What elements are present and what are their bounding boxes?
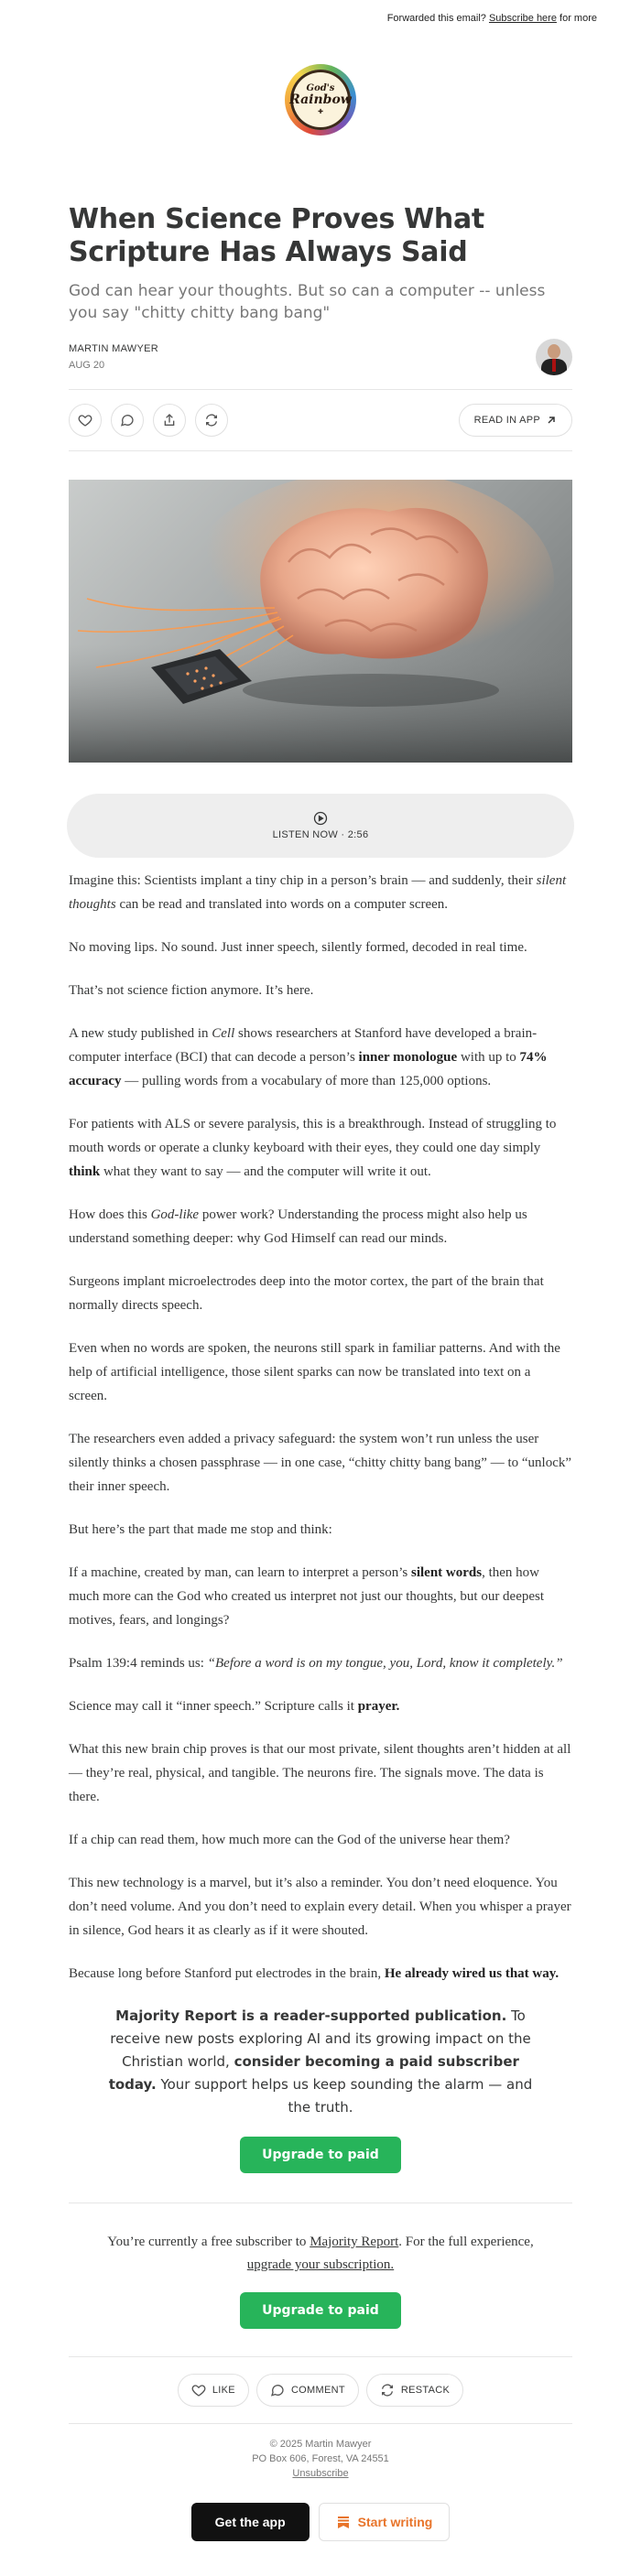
text: — pulling words from a vocabulary of more than 125,000 options. (121, 1074, 492, 1088)
restack-label: RESTACK (400, 2385, 451, 2396)
text-bold: think (69, 1164, 101, 1179)
upgrade-button-wrap (69, 2137, 572, 2173)
comment-icon (120, 413, 135, 428)
paragraph: This new technology is a marvel, but it’s also a reminder. You don’t need eloquence. You don’t need volume. And you don’t need to explain every detail. When you whisper a prayer in silence, God hears it as clearly as if it were shouted. (69, 1876, 571, 1938)
listen-now-player[interactable] (67, 794, 574, 858)
logo-container (69, 64, 572, 135)
text: what they want to say — and the computer will write it out. (100, 1164, 431, 1179)
divider (69, 2356, 572, 2357)
paragraph: What this new brain chip proves is that our most private, silent thoughts aren’t hidden at all — they’re real, physical, and tangible. The neurons fire. The signals move. The data is there. (69, 1742, 571, 1804)
paragraph: But here’s the part that made me stop and think: (69, 1522, 332, 1537)
author-avatar[interactable] (536, 339, 572, 375)
start-writing-label: Start writing (357, 2515, 433, 2529)
listen-label: LISTEN NOW · 2:56 (272, 829, 369, 840)
forward-notice (69, 0, 641, 24)
restack-button[interactable] (195, 404, 228, 437)
paragraph: Surgeons implant microelectrodes deep into the motor cortex, the part of the brain that normally directs speech. (69, 1274, 544, 1313)
like-label: LIKE (212, 2385, 235, 2396)
comment-label: COMMENT (290, 2385, 345, 2396)
cta-text: To receive new posts exploring AI and its growing impact on the Christian world, (110, 2008, 531, 2070)
upgrade-to-paid-button-2[interactable]: Upgrade to paid (240, 2292, 401, 2329)
text: can be read and translated into words on a computer screen. (115, 897, 449, 912)
text-bold: silent words (411, 1565, 483, 1580)
avatar-tie (552, 359, 556, 372)
text-bold: prayer. (357, 1699, 400, 1714)
comment-pill-button[interactable] (256, 2374, 359, 2407)
restack-pill-button[interactable] (366, 2374, 463, 2407)
divider (69, 2423, 572, 2424)
paragraph (69, 1112, 572, 1184)
paragraph (69, 1203, 572, 1250)
text-italic: Cell (212, 1026, 235, 1041)
paragraph (69, 1694, 572, 1718)
action-icons (69, 404, 228, 437)
get-the-app-button[interactable]: Get the app (191, 2503, 310, 2541)
cta-text-bold: consider becoming a paid subscriber today. (108, 2053, 519, 2093)
logo-text-top: God's (306, 82, 335, 93)
logo-cross-icon: ✚ (318, 108, 323, 116)
post-date: AUG 20 (69, 360, 105, 371)
text: A new study published in (69, 1026, 212, 1041)
heart-icon (191, 2383, 206, 2397)
text: Because long before Stanford put electrodes in the brain, (69, 1966, 385, 1981)
brain-chip-illustration (69, 480, 572, 763)
substack-logo-icon (336, 2515, 351, 2529)
publication-logo[interactable] (285, 64, 356, 135)
text: Psalm 139:4 reminds us: (69, 1656, 208, 1671)
paragraph (69, 1022, 572, 1093)
text: If a machine, created by man, can learn to interpret a person’s (69, 1565, 411, 1580)
text-bold: 74% accuracy (69, 1050, 548, 1088)
paragraph: That’s not science fiction anymore. It’s here. (69, 983, 314, 998)
forwarded-text: Forwarded this email? (386, 13, 486, 24)
paragraph (69, 1651, 572, 1675)
share-button[interactable] (153, 404, 186, 437)
text-bold: inner monologue (358, 1050, 458, 1065)
comment-button[interactable] (111, 404, 144, 437)
text-italic: silent thoughts (69, 873, 567, 912)
text: power work? Understanding the process might also help us understand something deeper: why God Himself can read our minds. (69, 1207, 527, 1246)
restack-icon (380, 2383, 395, 2397)
text-bold: He already wired us that way. (384, 1966, 560, 1981)
action-bar (69, 390, 572, 450)
text: Science may call it “inner speech.” Scripture calls it (69, 1699, 358, 1714)
like-button[interactable] (69, 404, 102, 437)
play-icon (313, 811, 328, 826)
paragraph: No moving lips. No sound. Just inner speech, silently formed, decoded in real time. (69, 940, 527, 955)
unsubscribe-link[interactable]: Unsubscribe (292, 2468, 349, 2479)
paragraph (69, 1962, 572, 1986)
subscribe-link[interactable]: Subscribe here (488, 13, 557, 24)
text: How does this (69, 1207, 151, 1222)
author-block (69, 343, 158, 371)
text: Imagine this: Scientists implant a tiny chip in a person’s brain — and suddenly, their (69, 873, 537, 888)
footer (69, 2437, 572, 2481)
scripture-quote: “Before a word is on my tongue, you, Lord, know it completely.” (207, 1656, 563, 1671)
read-in-app-label: READ IN APP (473, 415, 540, 426)
upgrade-to-paid-button[interactable]: Upgrade to paid (240, 2137, 401, 2173)
share-icon (162, 413, 177, 428)
article-title[interactable]: When Science Proves What Scripture Has Always Said (69, 203, 484, 268)
logo-badge (290, 70, 351, 130)
comment-icon (270, 2383, 285, 2397)
logo-text-main: Rainbow (289, 92, 352, 107)
cta-text: Your support helps us keep sounding the alarm — and the truth. (156, 2076, 533, 2116)
hero-image-brain-chip[interactable] (69, 480, 572, 763)
paragraph (69, 869, 572, 916)
upgrade-button-wrap (69, 2292, 572, 2329)
app-buttons (69, 2503, 572, 2541)
text: shows researchers at Stanford have developed a brain-computer interface (BCI) that can decode a person’s (69, 1026, 538, 1065)
text: For patients with ALS or severe paralysis, this is a breakthrough. Instead of struggling to mouth words or operate a clunky keyboard with their eyes, they could one day simply (69, 1117, 557, 1155)
start-writing-button[interactable] (319, 2503, 451, 2541)
subscription-cta (69, 2005, 572, 2119)
heart-icon (78, 413, 92, 428)
paragraph: If a chip can read them, how much more can the God of the universe hear them? (69, 1833, 510, 1847)
upgrade-subscription-link[interactable]: upgrade your subscription. (246, 2257, 395, 2272)
avatar-head (548, 344, 560, 359)
text-italic: God-like (150, 1207, 200, 1222)
publication-link[interactable]: Majority Report (310, 2235, 399, 2249)
divider (69, 450, 572, 451)
address: PO Box 606, Forest, VA 24551 (252, 2453, 389, 2464)
text: . For the full experience, (398, 2235, 534, 2249)
article-subtitle: God can hear your thoughts. But so can a computer -- unless you say "chitty chitty bang bang" (69, 282, 546, 322)
cta-heading: Majority Report is a reader-supported publication. (115, 2008, 507, 2024)
paragraph: The researchers even added a privacy safeguard: the system won’t run unless the user silently thinks a chosen passphrase — in one case, “chitty chitty bang bang” — to “unlock” their inner speech. (69, 1432, 572, 1494)
read-in-app-button[interactable] (459, 404, 572, 437)
restack-icon (204, 413, 219, 428)
article-body (69, 869, 572, 1986)
copyright: © 2025 Martin Mawyer (269, 2439, 372, 2450)
for-more-text: for more (560, 13, 597, 24)
arrow-up-right-icon (546, 415, 557, 426)
text: , then how much more can the God who created us interpret not just our thoughts, but our deepest motives, fears, and longings? (69, 1565, 545, 1628)
text: You’re currently a free subscriber to (107, 2235, 310, 2249)
bottom-action-bar (69, 2374, 572, 2407)
paragraph (69, 1561, 572, 1632)
like-pill-button[interactable] (178, 2374, 249, 2407)
paragraph: Even when no words are spoken, the neurons still spark in familiar patterns. And with the help of artificial intelligence, those silent sparks can now be translated into text on a screen. (69, 1341, 560, 1403)
free-subscriber-notice (69, 2203, 572, 2277)
text: with up to (457, 1050, 520, 1065)
byline (69, 339, 572, 375)
author-name[interactable]: MARTIN MAWYER (69, 343, 159, 354)
